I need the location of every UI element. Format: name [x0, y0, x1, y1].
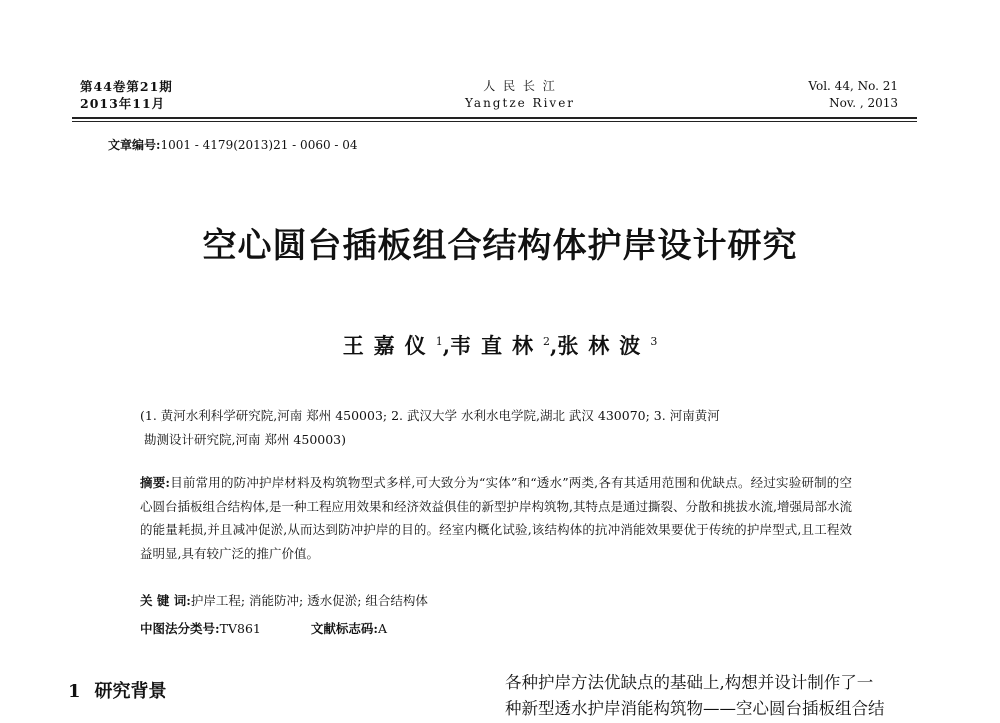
- author-separator: ,: [442, 333, 450, 358]
- keywords-text: 护岸工程; 消能防冲; 透水促淤; 组合结构体: [190, 593, 428, 608]
- clc-label: 中图法分类号:: [140, 621, 220, 636]
- affiliations: [140, 404, 870, 452]
- author-name: 张林波: [557, 333, 651, 358]
- date-cn: 2013年11月: [80, 96, 166, 111]
- doc-code-label: 文献标志码:: [310, 621, 378, 636]
- volume-issue-cn: 第44卷第21期: [80, 79, 173, 94]
- journal-name: [440, 78, 600, 112]
- journal-issue-en: [770, 78, 898, 112]
- author-name: 王嘉仪: [342, 333, 436, 358]
- volume-issue-en: Vol. 44, No. 21: [808, 79, 898, 93]
- affiliation-line: (1. 黄河水利科学研究院,河南 郑州 450003; 2. 武汉大学 水利水电学院,湖北 武汉 430070; 3. 河南黄河: [140, 408, 720, 423]
- header-rule-thick: [72, 117, 917, 119]
- doc-code-value: A: [377, 621, 388, 636]
- date-en: Nov. , 2013: [829, 96, 898, 110]
- author-list: [0, 330, 1000, 360]
- section-title: 研究背景: [94, 681, 167, 702]
- author-affiliation-mark: 3: [650, 335, 658, 348]
- abstract-text: 目前常用的防冲护岸材料及构筑物型式多样,可大致分为“实体”和“透水”两类,各有其适用范围和优缺点。经过实验研制的空心圆台插板组合结构体,是一种工程应用效果和经济效益俱佳的新型护岸构筑物,其特点是通过撕裂、分散和挑拔水流,增强局部水流的能量耗损,并且减冲促淤,从而达到防冲护岸的目的。经室内概化试验,该结构体的抗冲消能效果要优于传统的护岸型式,且工程效益明显,具有较广泛的推广价值。: [140, 475, 852, 561]
- article-number: [108, 136, 358, 153]
- journal-name-en: Yangtze River: [464, 96, 576, 110]
- journal-issue-cn: [80, 78, 173, 112]
- author-affiliation-mark: 1: [435, 335, 443, 348]
- body-text: [505, 670, 915, 722]
- article-number-label: 文章编号:: [108, 138, 161, 152]
- keywords-label: 关 键 词:: [140, 593, 191, 608]
- classification: [140, 619, 387, 637]
- keywords: [140, 591, 428, 609]
- section-heading: [68, 677, 167, 703]
- abstract: [140, 471, 852, 565]
- abstract-label: 摘要:: [140, 475, 170, 490]
- journal-name-cn: 人 民 长 江: [483, 79, 557, 93]
- author-separator: ,: [550, 333, 558, 358]
- author-name: 韦直林: [450, 333, 543, 358]
- section-number: 1: [68, 681, 81, 702]
- article-number-value: 1001 - 4179(2013)21 - 0060 - 04: [160, 138, 358, 152]
- header-rule-thin: [72, 121, 917, 122]
- paper-title: 空心圆台插板组合结构体护岸设计研究: [202, 226, 798, 266]
- affiliation-line: 勘测设计研究院,河南 郑州 450003): [144, 432, 347, 447]
- clc-value: TV861: [219, 621, 261, 636]
- body-line: 种新型透水护岸消能构筑物——空心圆台插板组合结: [505, 699, 885, 718]
- author-affiliation-mark: 2: [543, 335, 550, 348]
- body-line: 各种护岸方法优缺点的基础上,构想并设计制作了一: [505, 673, 874, 692]
